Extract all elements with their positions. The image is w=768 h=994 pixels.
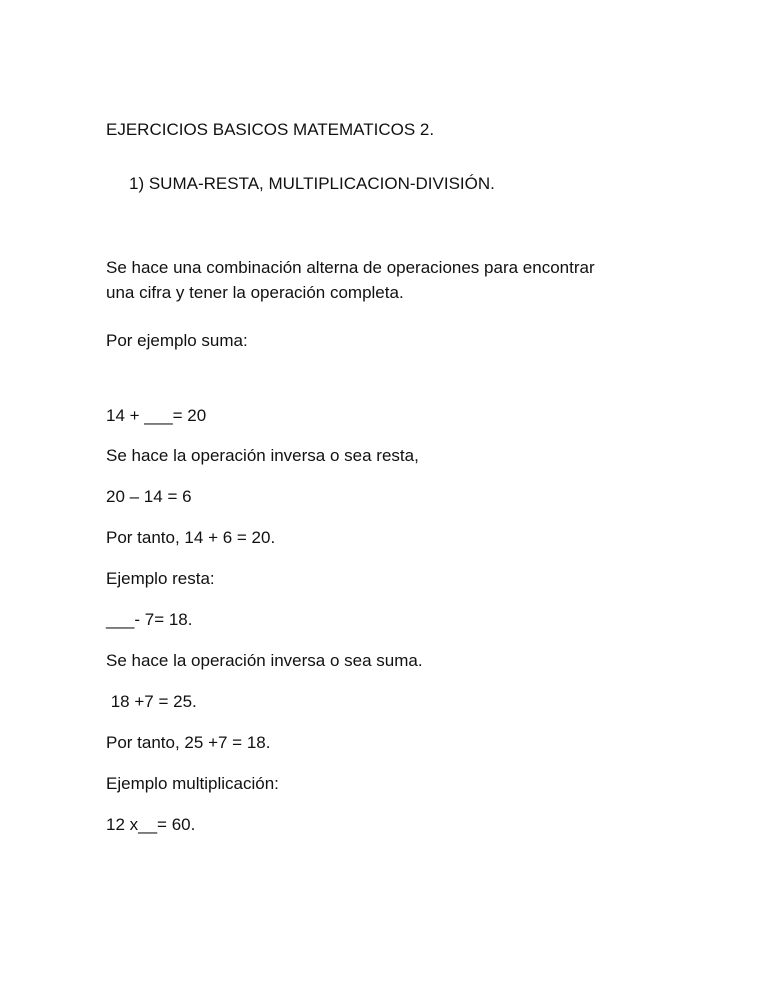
text-line: Por tanto, 14 + 6 = 20. bbox=[106, 528, 276, 547]
intro-paragraph-line-1: Se hace una combinación alterna de operaciones para encontrar bbox=[106, 258, 595, 277]
intro-paragraph-line-2: una cifra y tener la operación completa. bbox=[106, 283, 404, 302]
text-line: 14 + ___= 20 bbox=[106, 406, 207, 425]
text-line: Ejemplo multiplicación: bbox=[106, 774, 279, 793]
section-heading: 1) SUMA-RESTA, MULTIPLICACION-DIVISIÓN. bbox=[129, 174, 495, 193]
text-line: 12 x__= 60. bbox=[106, 815, 196, 834]
text-line: 20 – 14 = 6 bbox=[106, 487, 192, 506]
text-line: Ejemplo resta: bbox=[106, 569, 215, 588]
document-title: EJERCICIOS BASICOS MATEMATICOS 2. bbox=[106, 120, 435, 139]
example-sum-label: Por ejemplo suma: bbox=[106, 331, 248, 350]
text-line: 18 +7 = 25. bbox=[106, 692, 197, 711]
text-line: Por tanto, 25 +7 = 18. bbox=[106, 733, 271, 752]
text-line: ___- 7= 18. bbox=[106, 610, 193, 629]
text-line: Se hace la operación inversa o sea resta, bbox=[106, 446, 419, 465]
text-line: Se hace la operación inversa o sea suma. bbox=[106, 651, 423, 670]
